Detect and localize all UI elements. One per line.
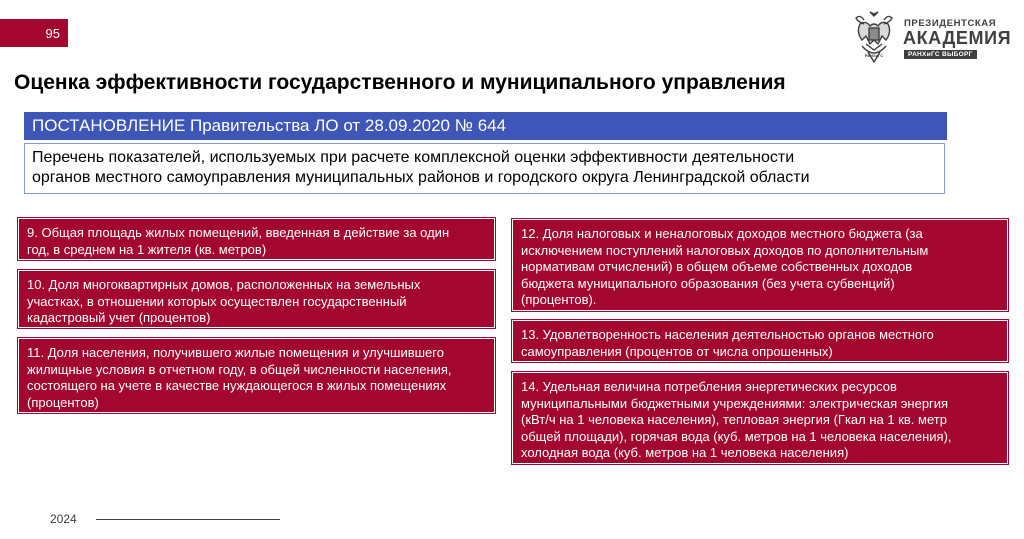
decree-banner	[24, 112, 947, 140]
indicator-line: жилищные условия в отчетном году, в общей численности населения,	[27, 361, 452, 377]
footer-divider	[96, 519, 280, 520]
indicator-card-13	[512, 320, 1008, 362]
logo-text-president: ПРЕЗИДЕНТСКАЯ	[904, 18, 997, 29]
list-header-line: органов местного самоуправления муниципальных районов и городского округа Ленинградской области	[32, 169, 810, 186]
indicator-card-9	[18, 218, 495, 260]
indicator-line: самоуправления (процентов от числа опрошенных)	[521, 343, 833, 359]
page-number: 95	[45, 25, 60, 41]
page-title: Оценка эффективности государственного и муниципального управления	[14, 71, 786, 94]
indicator-line: (процентов).	[521, 292, 597, 307]
indicator-line: (кВт/ч на 1 человека населения), тепловая энергия (Гкал на 1 кв. метр	[521, 412, 947, 427]
indicator-card-11	[18, 338, 495, 413]
indicator-card-14	[512, 372, 1008, 464]
indicator-line: 12. Доля налоговых и неналоговых доходов местного бюджета (за	[521, 226, 923, 241]
indicator-line: 14. Удельная величина потребления энергетических ресурсов	[521, 379, 897, 394]
logo-text-branch: РАНХиГС ВЫБОРГ	[904, 50, 977, 59]
list-header-line: Перечень показателей, используемых при расчете комплексной оценки эффективности деятельности	[32, 149, 795, 166]
indicator-line: (процентов)	[27, 394, 99, 410]
indicator-line: 10. Доля многоквартирных домов, расположенных на земельных	[27, 277, 421, 292]
double-headed-eagle-emblem-icon	[852, 10, 896, 68]
indicator-line: общей площади), горячая вода (куб. метров на 1 человека населения),	[521, 428, 952, 444]
indicator-line: кадастровый учет (процентов)	[27, 310, 211, 325]
indicator-line: состоящего на учете в качестве нуждающегося в жилых помещениях	[27, 378, 447, 393]
indicator-line: муниципальными бюджетными учреждениями: электрическая энергия	[521, 395, 949, 411]
indicator-line: 13. Удовлетворенность населения деятельностью органов местного	[521, 327, 934, 342]
indicator-line: 9. Общая площадь жилых помещений, введенная в действие за один	[27, 225, 450, 240]
logo-text-academy: АКАДЕМИЯ	[903, 28, 1012, 48]
emblem-text: РАНХиГС	[864, 53, 884, 58]
indicator-list-header	[24, 143, 945, 194]
indicator-line: год, в среднем на 1 жителя (кв. метров)	[27, 241, 267, 257]
indicator-line: исключением поступлений налоговых доходов по дополнительным	[521, 242, 929, 258]
indicator-line: бюджета муниципального образования (без учета субвенций)	[521, 275, 895, 291]
indicator-line: 11. Доля населения, получившего жилые помещения и улучшившего	[27, 345, 444, 360]
indicator-card-12	[512, 219, 1008, 311]
footer-year: 2024	[50, 512, 77, 526]
indicator-card-10	[18, 270, 495, 328]
academy-logo	[852, 10, 1012, 68]
decree-title: ПОСТАНОВЛЕНИЕ Правительства ЛО от 28.09.2020 № 644	[32, 116, 507, 135]
page-number-badge	[0, 19, 68, 47]
indicator-line: участках, в отношении которых осуществлен государственный	[27, 293, 407, 309]
indicator-line: нормативам отчислений) в общем объеме собственных доходов	[521, 259, 913, 274]
indicator-line: холодная вода (куб. метров на 1 человека населения)	[521, 445, 849, 460]
